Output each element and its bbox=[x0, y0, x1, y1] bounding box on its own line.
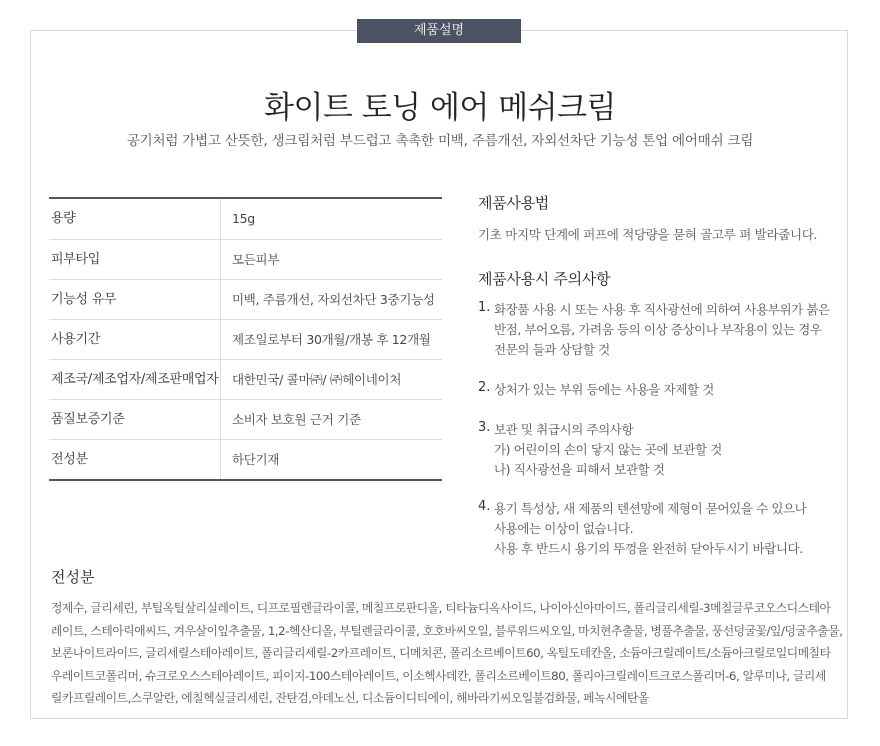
product-subtitle: 공기처럼 가볍고 산뜻한, 생크림처럼 부드럽고 촉촉한 미백, 주름개선, 자외선차단 기능성 톤업 에어매쉬 크림 bbox=[126, 133, 754, 149]
item-line: 화장품 사용 시 또는 사용 후 직사광선에 의하여 사용부위가 붉은 bbox=[494, 302, 830, 317]
spec-row bbox=[49, 439, 442, 479]
spec-label: 용량 bbox=[49, 199, 221, 239]
item-line: 상처가 있는 부위 등에는 사용을 자제할 것 bbox=[494, 382, 714, 397]
ingredients-title: 전성분 bbox=[51, 568, 95, 586]
ingredients-line: 레이트, 스테아릭애씨드, 겨우살이잎추출물, 1,2-헥산디올, 부틸렌글라이콜, 호호바씨오일, 블루위드씨오일, 마치현추출물, 병풀추출물, 풍선덩굴꽃/잎/덩굴추출물, bbox=[51, 623, 843, 638]
spec-value: 미백, 주름개선, 자외선차단 3중기능성 bbox=[232, 292, 435, 307]
spec-value: 제조일로부터 30개월/개봉 후 12개월 bbox=[232, 332, 431, 347]
spec-label: 사용기간 bbox=[49, 320, 221, 359]
item-line: 사용에는 이상이 없습니다. bbox=[494, 521, 634, 536]
spec-label: 제조국/제조업자/제조판매업자 bbox=[49, 360, 221, 399]
item-line: 사용 후 반드시 용기의 뚜껑을 완전히 닫아두시기 바랍니다. bbox=[494, 541, 803, 556]
item-line: 보관 및 취급시의 주의사항 bbox=[494, 422, 634, 437]
spec-value: 15g bbox=[232, 211, 255, 226]
item-number: 1. bbox=[478, 300, 491, 315]
section-tag: 제품설명 bbox=[357, 19, 521, 43]
spec-table bbox=[49, 197, 442, 481]
spec-row bbox=[49, 359, 442, 399]
spec-value: 모든피부 bbox=[232, 252, 280, 267]
usage-title: 제품사용법 bbox=[478, 194, 549, 212]
item-line: 나) 직사광선을 피해서 보관할 것 bbox=[494, 462, 665, 477]
item-line: 가) 어린이의 손이 닿지 않는 곳에 보관할 것 bbox=[494, 442, 722, 457]
usage-text: 기초 마지막 단계에 퍼프에 적당량을 묻혀 골고루 펴 발라줍니다. bbox=[478, 227, 818, 242]
spec-row bbox=[49, 279, 442, 319]
spec-row bbox=[49, 239, 442, 279]
spec-label: 전성분 bbox=[49, 440, 221, 479]
ingredients-line: 우레이트코폴리머, 슈크로오스스테아레이트, 피이지-100스테아레이트, 이소헥사데칸, 폴리소르베이트80, 폴리아크릴레이트크로스폴리머-6, 알루미나, 글리세 bbox=[51, 668, 826, 683]
product-title: 화이트 토닝 에어 메쉬크림 bbox=[264, 90, 616, 126]
item-line: 전문의 들과 상담할 것 bbox=[494, 342, 610, 357]
spec-label: 기능성 유무 bbox=[49, 280, 221, 319]
spec-label: 품질보증기준 bbox=[49, 400, 221, 439]
item-number: 2. bbox=[478, 380, 491, 395]
item-number: 4. bbox=[478, 499, 491, 514]
caution-title: 제품사용시 주의사항 bbox=[478, 270, 611, 288]
ingredients-line: 릴카프릴레이트,스쿠알란, 에칠헥실글리세린, 잔탄검,아데노신, 디소듐이디티에이, 해바라기씨오일불검화물, 페녹시에탄올 bbox=[51, 691, 649, 705]
spec-value: 소비자 보호원 근거 기준 bbox=[232, 412, 361, 427]
spec-row bbox=[49, 199, 442, 239]
spec-row bbox=[49, 319, 442, 359]
item-line: 용기 특성상, 새 제품의 텐션망에 제형이 묻어있을 수 있으나 bbox=[494, 501, 807, 516]
item-number: 3. bbox=[478, 420, 491, 435]
spec-label: 피부타입 bbox=[49, 240, 221, 279]
spec-value: 대한민국/ 콜마㈜/ ㈜헤이네이처 bbox=[232, 372, 402, 387]
ingredients-line: 보론나이트라이드, 글리세릴스테아레이트, 폴리글리세릴-2카프레이트, 디메치콘, 폴리소르베이트60, 옥틸도데칸올, 소듐아크릴레이트/소듐아크릴로일디메칠타 bbox=[51, 646, 831, 660]
item-line: 반점, 부어오름, 가려움 등의 이상 증상이나 부작용이 있는 경우 bbox=[494, 322, 822, 337]
spec-row bbox=[49, 399, 442, 439]
spec-value: 하단기재 bbox=[232, 452, 280, 467]
ingredients-line: 정제수, 글리세린, 부틸옥틸살리실레이트, 디프로필렌글라이콜, 메칠프로판디올, 티타늄디옥사이드, 나이아신아마이드, 폴리글리세릴-3메칠글루코오스디스테아 bbox=[51, 601, 831, 615]
ingredients-text bbox=[51, 597, 841, 710]
